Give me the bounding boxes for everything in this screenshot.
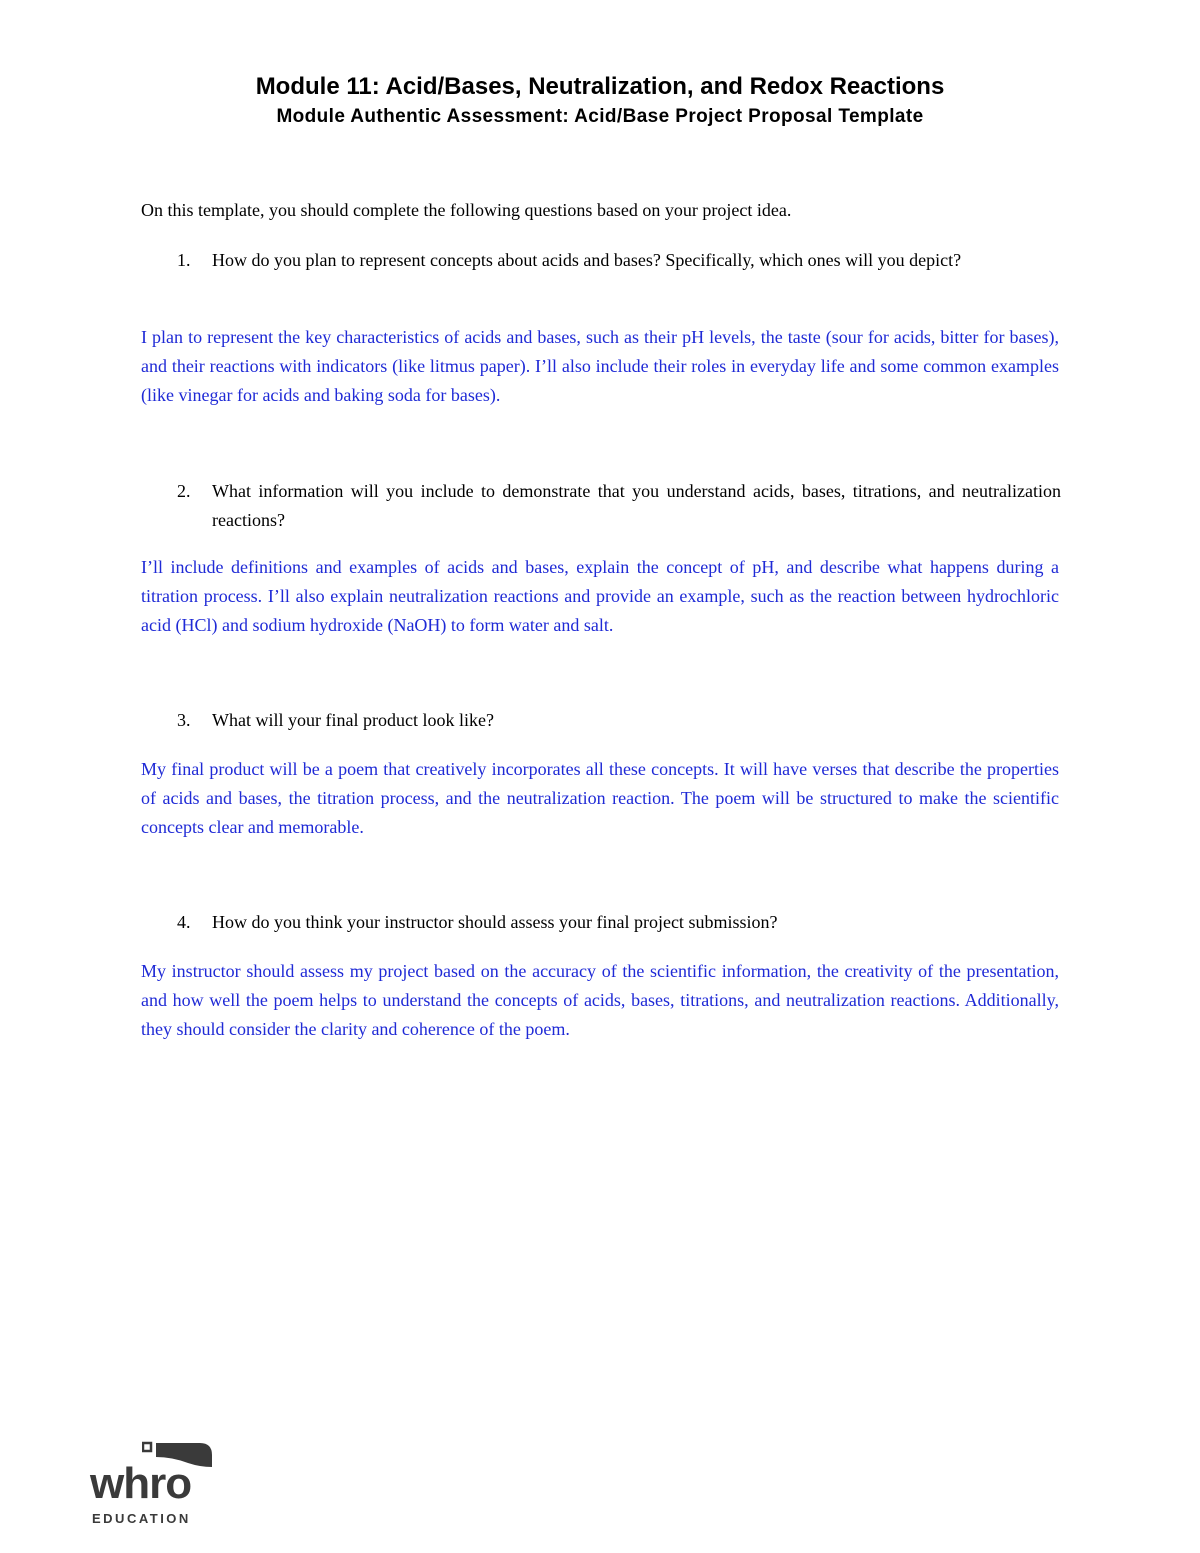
answer-2: I’ll include definitions and examples of acids and bases, explain the concept of pH, and describe what happens during a titration process. I’ll also explain neutralization reactions and provide an example, such as the reaction between hydrochloric acid (HCl) and sodium hydroxide (NaOH) to form water and salt. [141, 557, 1059, 635]
question-number: 1. [177, 250, 191, 270]
logo-wordmark: whro [90, 1459, 192, 1508]
whro-logo [90, 1437, 210, 1537]
question-3 [177, 706, 1061, 735]
question-text: What will your final product look like? [212, 710, 494, 730]
question-number: 2. [177, 481, 191, 501]
logo-subtext: EDUCATION [92, 1511, 191, 1526]
answer-4: My instructor should assess my project based on the accuracy of the scientific information, the creativity of the presentation, and how well the poem helps to understand the concepts of acids, bases, titrations, and neutralization reactions. Additionally, they should consider the clarity and coherence of the poem. [141, 961, 1059, 1039]
document-subtitle: Module Authentic Assessment: Acid/Base Project Proposal Template [276, 106, 924, 127]
question-2 [177, 477, 1061, 535]
answer-1: I plan to represent the key characteristics of acids and bases, such as their pH levels, the taste (sour for acids, bitter for bases), and their reactions with indicators (like litmus paper). I’ll also include their roles in everyday life and some common examples (like vinegar for acids and baking soda for bases). [141, 327, 1059, 405]
question-4 [177, 908, 1061, 937]
intro-text: On this template, you should complete the following questions based on your project idea. [141, 200, 792, 220]
answer-3: My final product will be a poem that creatively incorporates all these concepts. It will have verses that describe the properties of acids and bases, the titration process, and the neutralization reaction. The poem will be structured to make the scientific concepts clear and memorable. [141, 759, 1059, 837]
question-text: How do you plan to represent concepts about acids and bases? Specifically, which ones will you depict? [212, 250, 962, 270]
question-number: 3. [177, 710, 191, 730]
question-1 [177, 246, 1061, 275]
question-text: What information will you include to demonstrate that you understand acids, bases, titrations, and neutralization reactions? [212, 481, 1061, 530]
question-text: How do you think your instructor should assess your final project submission? [212, 912, 778, 932]
document-title: Module 11: Acid/Bases, Neutralization, and Redox Reactions [255, 73, 945, 100]
question-number: 4. [177, 912, 191, 932]
